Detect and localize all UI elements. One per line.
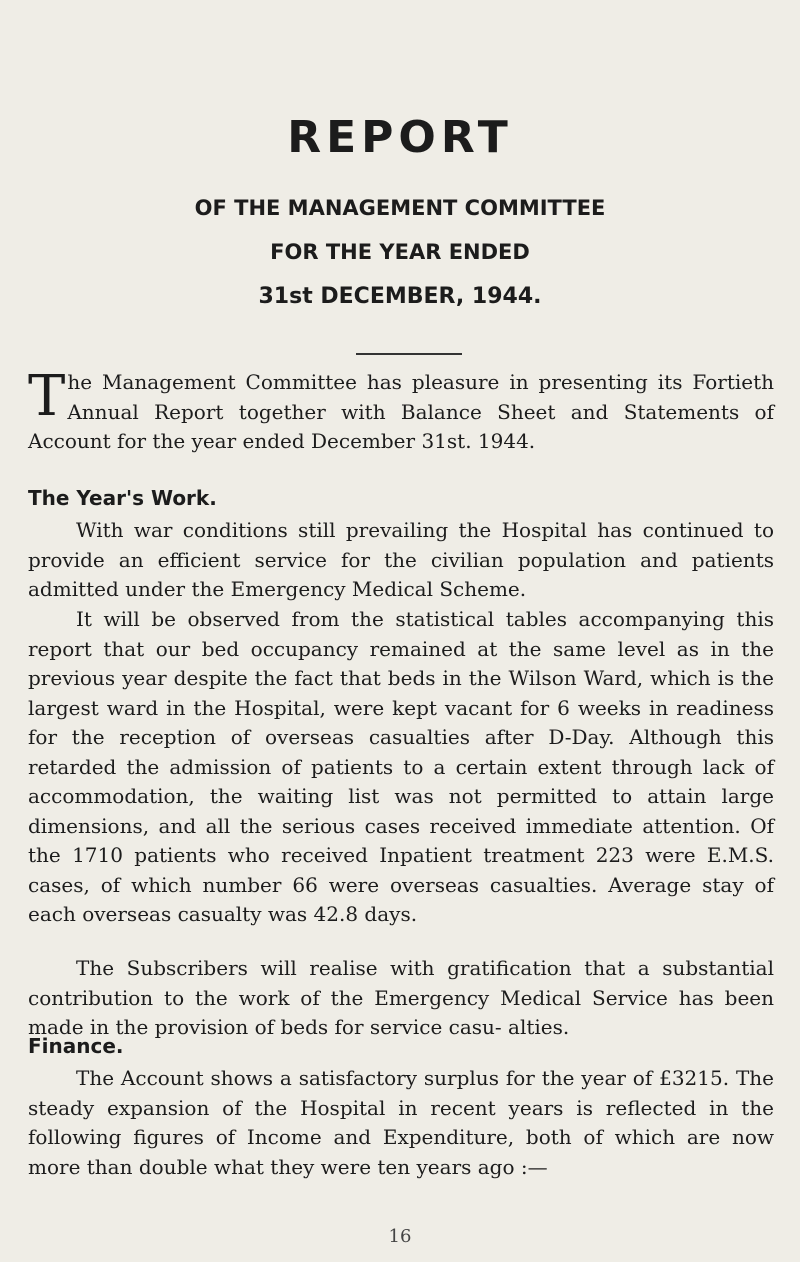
section-heading-finance: Finance. (28, 1034, 124, 1058)
page-number: 16 (388, 1226, 412, 1247)
drop-cap: T (28, 364, 66, 429)
section-heading-years-work: The Year's Work. (28, 486, 217, 510)
paragraph-war-conditions: With war conditions still prevailing the Hospital has continued to provide an efficient service for the civilian population and patients admitted under the Emergency Medical Scheme. (28, 518, 774, 601)
paragraph-subscribers: The Subscribers will realise with gratification that a substantial contribution to the work of the Emergency Medical Service has been made in the provision of beds for service casu- alties. (28, 956, 774, 1039)
paragraph-bed-occupancy: It will be observed from the statistical tables accompanying this report that our bed occupancy remained at the same level as in the previous year despite the fact that beds in the Wilson Ward, which is the largest ward in the Hospital, were kept vacant for 6 weeks in readiness for the reception of overseas casualties after D-Day. Although this retarded the admission of patients to a certain extent through lack of accommodation, the waiting list was not permitted to attain large dimensions, and all the serious cases received immediate attention. Of the 1710 patients who received Inpatient treatment 223 were E.M.S. cases, of which number 66 were overseas casualties. Average stay of each overseas casualty was 42.8 days. (28, 607, 774, 926)
report-title: REPORT (287, 112, 513, 163)
subtitle-date: 31st DECEMBER, 1944. (258, 284, 542, 309)
paragraph-finance: The Account shows a satisfactory surplus for the year of £3215. The steady expansion of the Hospital in recent years is reflected in the following figures of Income and Expenditure, both of which are now more than double what they were ten years ago :— (28, 1066, 774, 1179)
intro-text: he Management Committee has pleasure in presenting its Fortieth Annual Report together with Balance Sheet and Statements of Account for the year ended December 31st. 1944. (28, 370, 774, 453)
subtitle-committee: OF THE MANAGEMENT COMMITTEE (194, 196, 606, 220)
intro-paragraph (28, 364, 774, 457)
title-divider (356, 353, 462, 355)
subtitle-year-ended: FOR THE YEAR ENDED (270, 240, 530, 264)
